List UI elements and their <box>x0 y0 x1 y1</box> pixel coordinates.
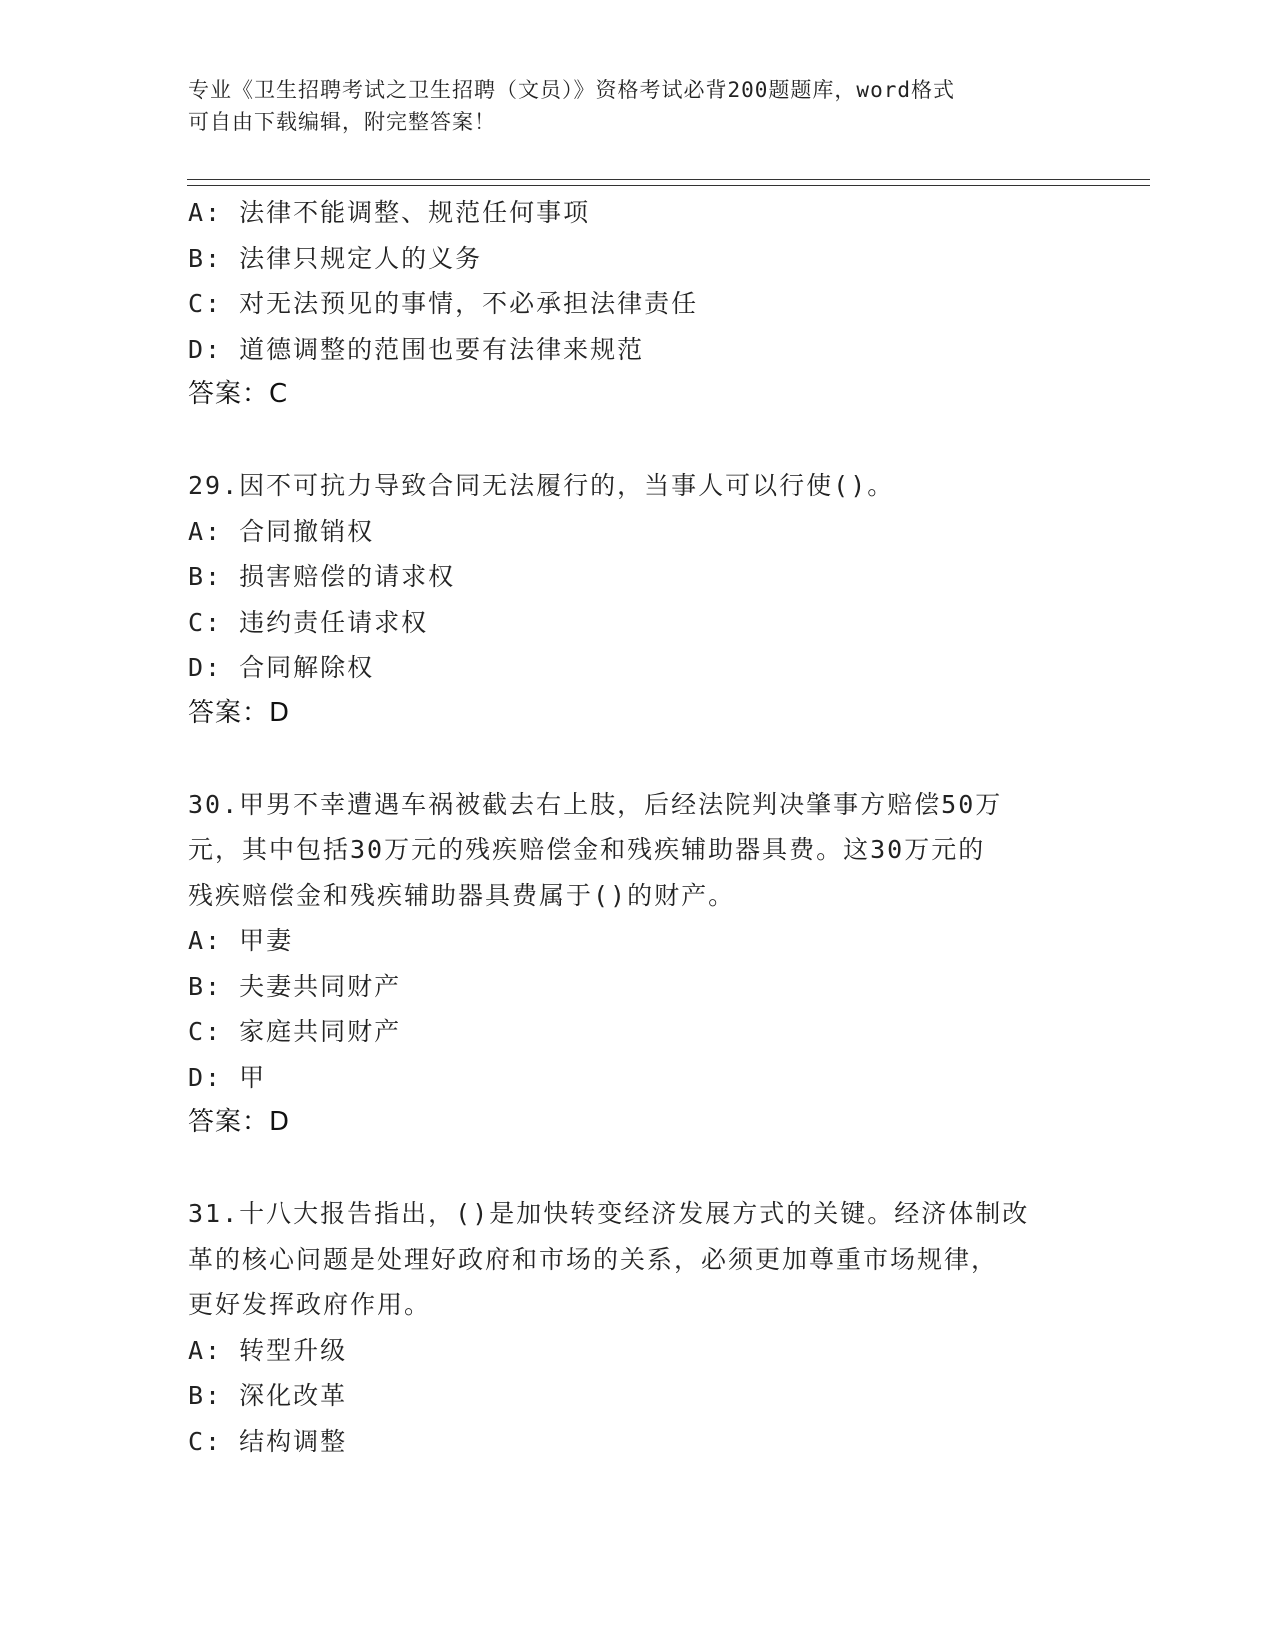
option-d: D: 合同解除权 <box>188 653 375 682</box>
question-spacer <box>188 418 1088 464</box>
question-31 <box>188 1191 1088 1464</box>
question-stem: 残疾赔偿金和残疾辅助器具费属于()的财产。 <box>188 880 736 910</box>
option-b: B: 损害赔偿的请求权 <box>188 562 456 591</box>
answer-text: 答案：C <box>188 379 289 409</box>
option-b: B: 深化改革 <box>188 1381 348 1410</box>
option-c: C: 违约责任请求权 <box>188 607 429 637</box>
question-stem: 革的核心问题是处理好政府和市场的关系，必须更加尊重市场规律， <box>188 1244 999 1274</box>
option-c: C: 结构调整 <box>188 1426 348 1456</box>
question-stem: 更好发挥政府作用。 <box>188 1290 432 1319</box>
option-b: B: 夫妻共同财产 <box>188 971 402 1001</box>
option-a: A: 法律不能调整、规范任何事项 <box>188 198 591 227</box>
option-c: C: 家庭共同财产 <box>188 1017 402 1046</box>
question-stem: 31.十八大报告指出，()是加快转变经济发展方式的关键。经济体制改 <box>188 1199 1030 1228</box>
question-spacer <box>188 736 1088 782</box>
option-d: D: 甲 <box>188 1062 267 1092</box>
option-a: A: 甲妻 <box>188 926 294 955</box>
question-28 <box>188 190 1088 418</box>
option-d: D: 道德调整的范围也要有法律来规范 <box>188 334 645 364</box>
header-divider-top <box>187 179 1150 180</box>
document-header <box>188 74 1068 138</box>
question-stem: 元，其中包括30万元的残疾赔偿金和残疾辅助器具费。这30万元的 <box>188 835 986 864</box>
option-a: A: 合同撤销权 <box>188 516 375 546</box>
header-line-2: 可自由下载编辑，附完整答案！ <box>188 110 496 134</box>
answer-text: 答案：D <box>188 697 291 728</box>
header-divider-bottom <box>187 185 1150 186</box>
header-line-1: 专业《卫生招聘考试之卫生招聘（文员）》资格考试必背200题题库，word格式 <box>188 78 955 102</box>
answer-text: 答案：D <box>188 1107 291 1137</box>
option-b: B: 法律只规定人的义务 <box>188 243 483 273</box>
question-stem: 29.因不可抗力导致合同无法履行的，当事人可以行使()。 <box>188 471 895 500</box>
question-30 <box>188 782 1088 1146</box>
option-a: A: 转型升级 <box>188 1335 348 1365</box>
question-spacer <box>188 1146 1088 1192</box>
question-list <box>188 190 1088 1464</box>
question-29 <box>188 463 1088 736</box>
option-c: C: 对无法预见的事情，不必承担法律责任 <box>188 289 699 318</box>
question-stem: 30.甲男不幸遭遇车祸被截去右上肢，后经法院判决肇事方赔偿50万 <box>188 789 1003 819</box>
